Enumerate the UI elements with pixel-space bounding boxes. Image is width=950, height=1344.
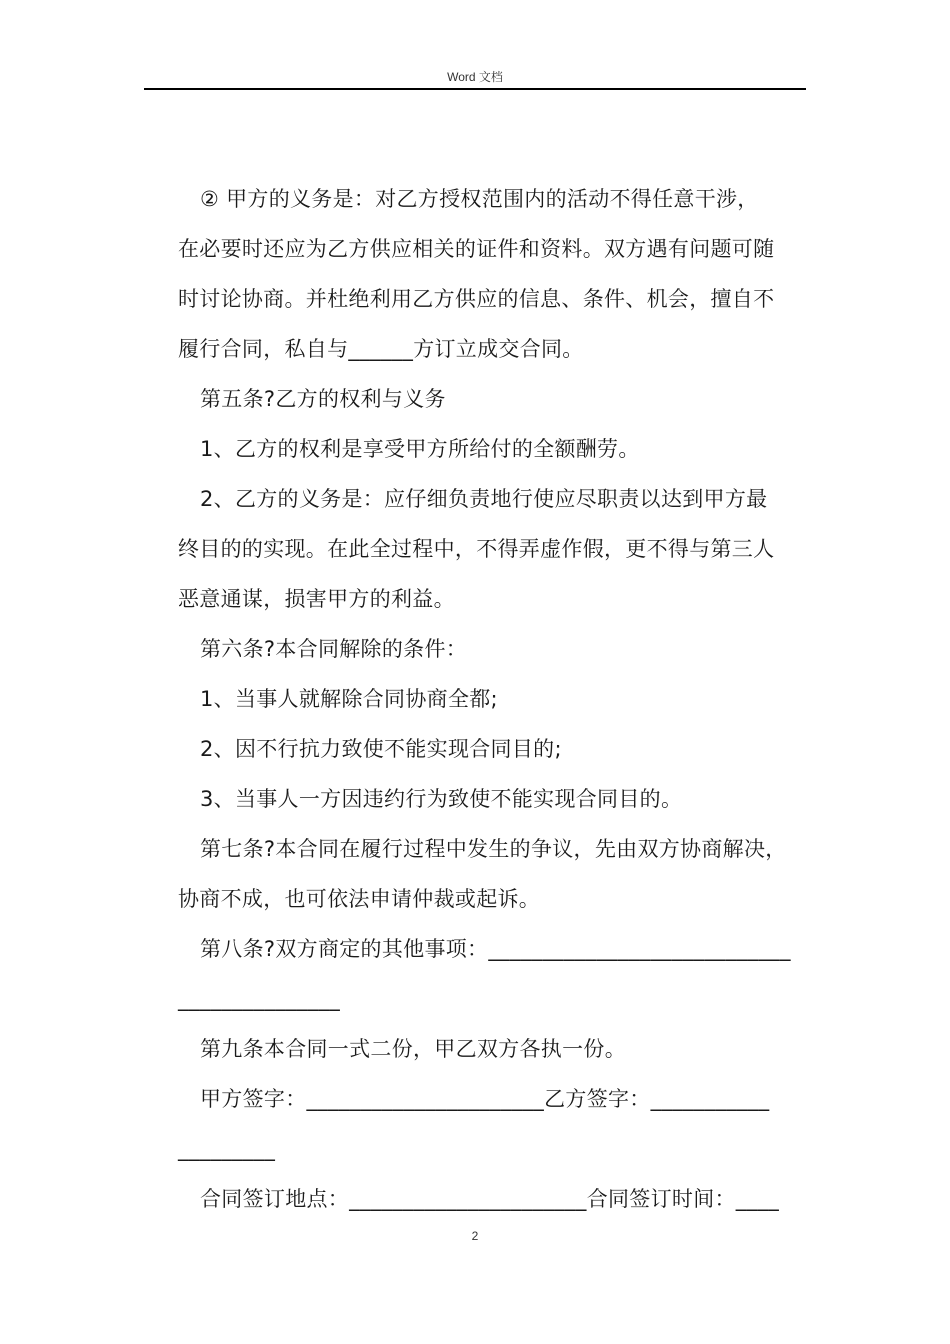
paragraph-line: 协商不成，也可依法申请仲裁或起诉。 [178,887,541,911]
paragraph-line: 3、当事人一方因违约行为致使不能实现合同目的。 [200,787,683,811]
paragraph-line: 时讨论协商。并杜绝利用乙方供应的信息、条件、机会，擅自不 [178,287,775,311]
article-heading: 第八条?双方商定的其他事项：____________________________ [200,937,791,961]
article-heading: 第九条本合同一式二份，甲乙双方各执一份。 [200,1037,626,1061]
page-number: 2 [471,1229,479,1243]
paragraph-line: ② 甲方的义务是：对乙方授权范围内的活动不得任意干涉， [200,187,759,211]
paragraph-line: 2、乙方的义务是：应仔细负责地行使应尽职责以达到甲方最 [200,487,768,511]
paragraph-line: 终目的的实现。在此全过程中，不得弄虚作假，更不得与第三人 [178,537,775,561]
article-heading: 第五条?乙方的权利与义务 [200,387,446,411]
paragraph-line: 恶意通谋，损害甲方的利益。 [178,587,455,611]
paragraph-line: 1、当事人就解除合同协商全都; [200,687,498,711]
article-heading: 第七条?本合同在履行过程中发生的争议，先由双方协商解决， [200,837,787,861]
signature-line: 甲方签字：______________________乙方签字：___________ [200,1087,770,1111]
paragraph-line: 在必要时还应为乙方供应相关的证件和资料。双方遇有问题可随 [178,237,775,261]
paragraph-line: 履行合同，私自与______方订立成交合同。 [178,337,584,361]
page-header-title: Word 文档 [447,70,503,84]
article-heading: 第六条?本合同解除的条件： [200,637,468,661]
paragraph-line: 1、乙方的权利是享受甲方所给付的全额酬劳。 [200,437,640,461]
signing-place-line: 合同签订地点：______________________合同签订时间：____ [200,1187,779,1211]
header-divider [144,88,806,90]
blank-fill-line: _________ [178,1137,276,1161]
paragraph-line: 2、因不行抗力致使不能实现合同目的; [200,737,562,761]
blank-fill-line: _______________ [178,987,340,1011]
